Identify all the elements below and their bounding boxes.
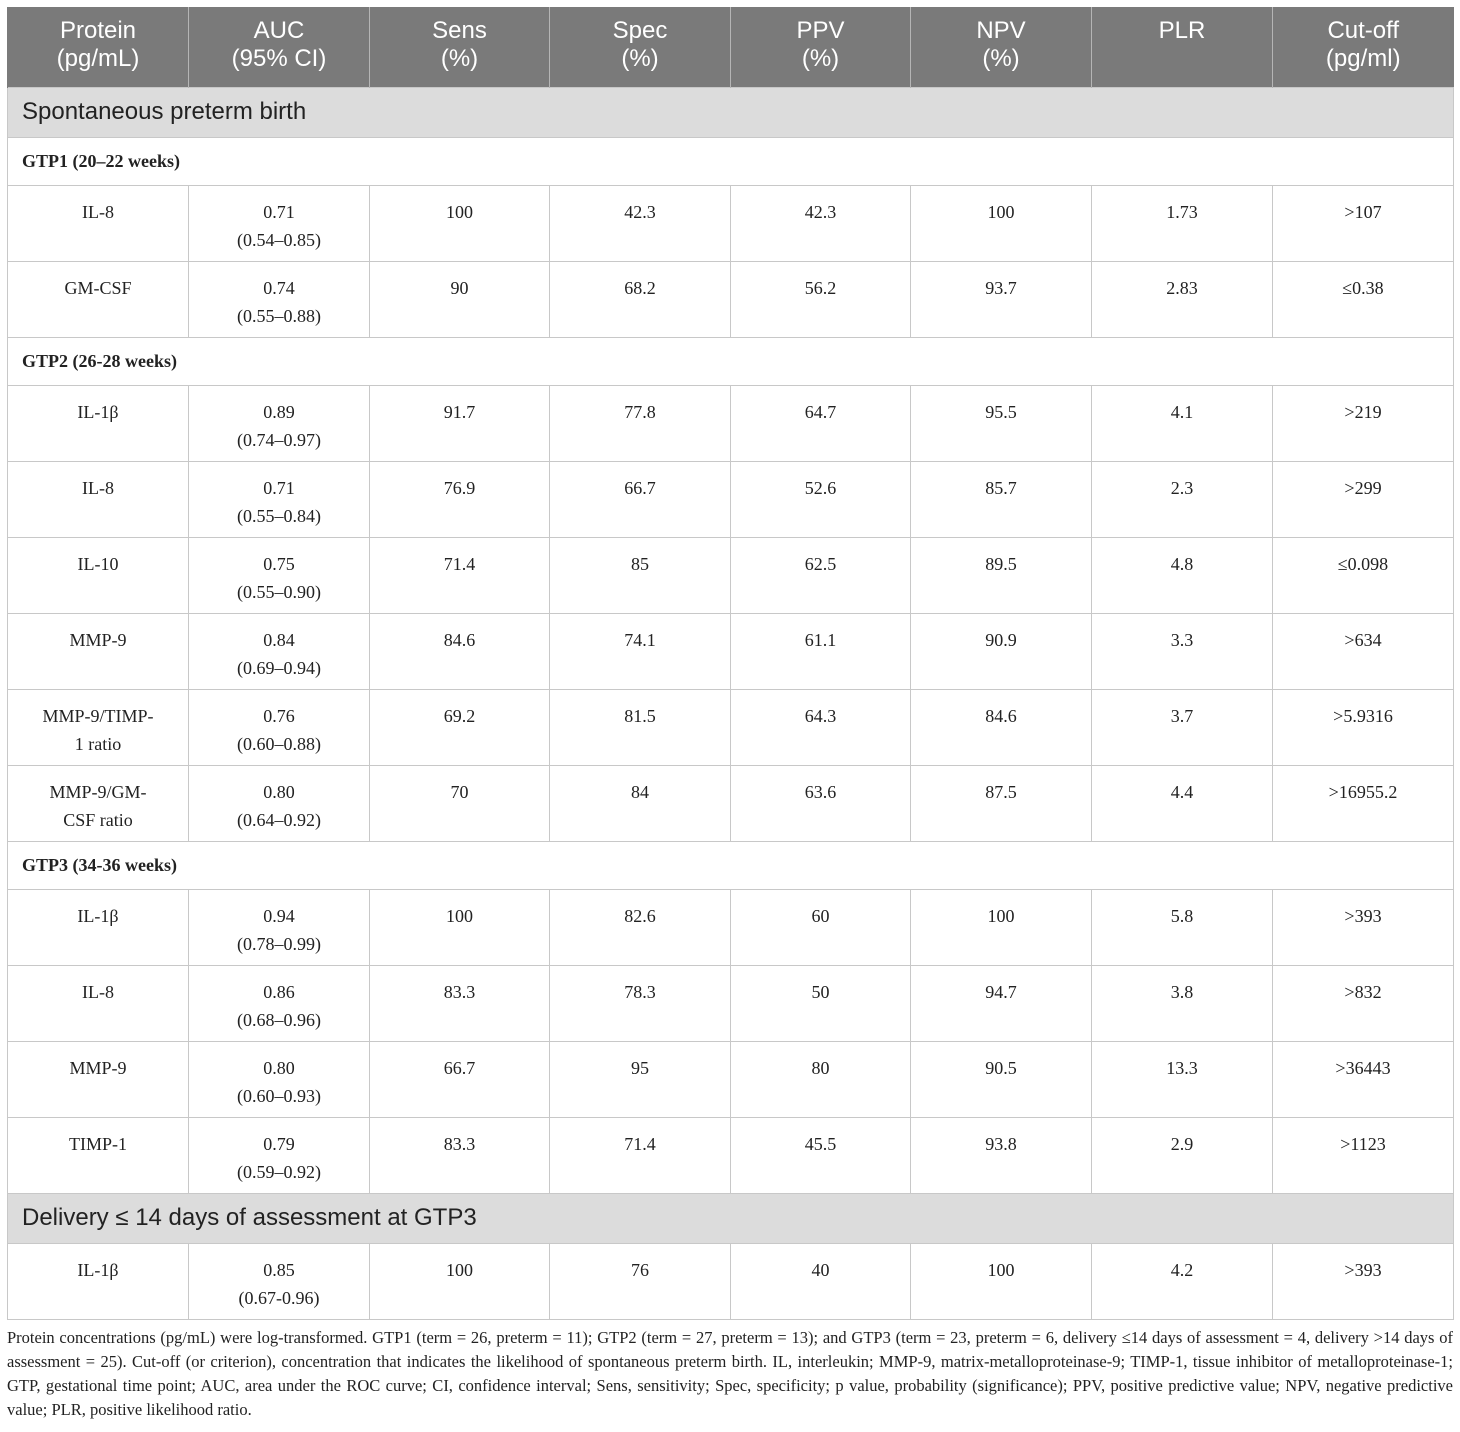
cell-plr: 4.4 bbox=[1092, 765, 1273, 841]
cell-cutoff: >393 bbox=[1273, 889, 1454, 965]
cell-cutoff: ≤0.098 bbox=[1273, 537, 1454, 613]
group-label: GTP1 (20–22 weeks) bbox=[8, 137, 1454, 185]
cell-auc bbox=[189, 689, 370, 765]
section-title: Delivery ≤ 14 days of assessment at GTP3 bbox=[8, 1193, 1454, 1243]
cell-ppv: 80 bbox=[731, 1041, 911, 1117]
cell-auc-line: (0.60–0.93) bbox=[237, 1085, 321, 1106]
cell-protein bbox=[8, 385, 189, 461]
cell-auc-line: 0.75 bbox=[263, 553, 295, 574]
cell-plr: 2.9 bbox=[1092, 1117, 1273, 1193]
cell-spec: 66.7 bbox=[550, 461, 731, 537]
cell-auc-line: (0.55–0.84) bbox=[237, 505, 321, 526]
cell-auc-line: (0.60–0.88) bbox=[237, 733, 321, 754]
cell-cutoff: >107 bbox=[1273, 185, 1454, 261]
table-row bbox=[8, 461, 1454, 537]
cell-spec: 95 bbox=[550, 1041, 731, 1117]
cell-protein bbox=[8, 1041, 189, 1117]
cell-protein-line: IL-1β bbox=[77, 1259, 119, 1280]
section-header-row bbox=[8, 87, 1454, 137]
table-row bbox=[8, 185, 1454, 261]
cell-auc-line: (0.54–0.85) bbox=[237, 229, 321, 250]
cell-auc-line: 0.86 bbox=[263, 981, 295, 1002]
cell-protein-line: MMP-9 bbox=[69, 1057, 127, 1078]
cell-auc-line: 0.84 bbox=[263, 629, 295, 650]
cell-auc-line: 0.80 bbox=[263, 781, 295, 802]
cell-protein bbox=[8, 889, 189, 965]
cell-spec: 76 bbox=[550, 1243, 731, 1319]
cell-ppv: 42.3 bbox=[731, 185, 911, 261]
cell-cutoff: ≤0.38 bbox=[1273, 261, 1454, 337]
cell-protein bbox=[8, 1117, 189, 1193]
cell-sens: 69.2 bbox=[370, 689, 550, 765]
cell-auc-line: (0.69–0.94) bbox=[237, 657, 321, 678]
cell-auc-line: (0.67-0.96) bbox=[238, 1287, 320, 1308]
table-row bbox=[8, 261, 1454, 337]
cell-npv: 84.6 bbox=[911, 689, 1092, 765]
cell-auc-line: (0.78–0.99) bbox=[237, 933, 321, 954]
cell-plr: 2.83 bbox=[1092, 261, 1273, 337]
cell-spec: 85 bbox=[550, 537, 731, 613]
cell-protein-line: MMP-9 bbox=[69, 629, 127, 650]
cell-plr: 3.7 bbox=[1092, 689, 1273, 765]
cell-protein bbox=[8, 537, 189, 613]
cell-auc bbox=[189, 385, 370, 461]
cell-plr: 3.3 bbox=[1092, 613, 1273, 689]
cell-protein-line: MMP-9/GM- bbox=[49, 781, 147, 802]
table-row bbox=[8, 889, 1454, 965]
cell-auc-line: 0.76 bbox=[263, 705, 295, 726]
column-header-plr: PLR bbox=[1092, 7, 1273, 87]
column-header-sens: Sens (%) bbox=[370, 7, 550, 87]
cell-auc bbox=[189, 965, 370, 1041]
cell-protein-line: CSF ratio bbox=[63, 809, 133, 830]
cell-sens: 90 bbox=[370, 261, 550, 337]
cell-protein bbox=[8, 765, 189, 841]
cell-auc-line: (0.64–0.92) bbox=[237, 809, 321, 830]
cell-auc-line: 0.74 bbox=[263, 277, 295, 298]
cell-auc bbox=[189, 889, 370, 965]
cell-auc-line: 0.85 bbox=[263, 1259, 295, 1280]
cell-protein bbox=[8, 689, 189, 765]
cell-npv: 87.5 bbox=[911, 765, 1092, 841]
cell-npv: 90.9 bbox=[911, 613, 1092, 689]
cell-protein-line: IL-8 bbox=[82, 477, 114, 498]
cell-auc bbox=[189, 1117, 370, 1193]
cell-spec: 77.8 bbox=[550, 385, 731, 461]
group-label: GTP2 (26-28 weeks) bbox=[8, 337, 1454, 385]
cell-ppv: 64.7 bbox=[731, 385, 911, 461]
cell-cutoff: >1123 bbox=[1273, 1117, 1454, 1193]
header-row bbox=[8, 7, 1454, 87]
table-row bbox=[8, 385, 1454, 461]
cell-protein bbox=[8, 185, 189, 261]
cell-cutoff: >299 bbox=[1273, 461, 1454, 537]
cell-spec: 74.1 bbox=[550, 613, 731, 689]
table-body bbox=[8, 87, 1454, 1319]
table-row bbox=[8, 689, 1454, 765]
cell-spec: 42.3 bbox=[550, 185, 731, 261]
cell-sens: 70 bbox=[370, 765, 550, 841]
cell-ppv: 64.3 bbox=[731, 689, 911, 765]
group-label: GTP3 (34-36 weeks) bbox=[8, 841, 1454, 889]
cell-protein-line: TIMP-1 bbox=[69, 1133, 127, 1154]
cell-auc-line: 0.80 bbox=[263, 1057, 295, 1078]
cell-protein-line: IL-8 bbox=[82, 981, 114, 1002]
cell-npv: 93.8 bbox=[911, 1117, 1092, 1193]
column-header-cutoff: Cut-off (pg/ml) bbox=[1273, 7, 1454, 87]
cell-protein-line: IL-1β bbox=[77, 401, 119, 422]
cell-npv: 95.5 bbox=[911, 385, 1092, 461]
cell-sens: 71.4 bbox=[370, 537, 550, 613]
cell-auc bbox=[189, 1041, 370, 1117]
cell-auc bbox=[189, 261, 370, 337]
cell-npv: 100 bbox=[911, 185, 1092, 261]
cell-spec: 81.5 bbox=[550, 689, 731, 765]
cell-npv: 93.7 bbox=[911, 261, 1092, 337]
cell-auc-line: (0.55–0.88) bbox=[237, 305, 321, 326]
cell-sens: 100 bbox=[370, 1243, 550, 1319]
cell-auc bbox=[189, 765, 370, 841]
cell-npv: 90.5 bbox=[911, 1041, 1092, 1117]
cell-ppv: 63.6 bbox=[731, 765, 911, 841]
cell-auc-line: 0.71 bbox=[263, 201, 295, 222]
section-header-row bbox=[8, 1193, 1454, 1243]
cell-cutoff: >36443 bbox=[1273, 1041, 1454, 1117]
cell-cutoff: >5.9316 bbox=[1273, 689, 1454, 765]
cell-plr: 4.1 bbox=[1092, 385, 1273, 461]
group-header-row bbox=[8, 841, 1454, 889]
cell-ppv: 56.2 bbox=[731, 261, 911, 337]
column-header-spec: Spec (%) bbox=[550, 7, 731, 87]
column-header-npv: NPV (%) bbox=[911, 7, 1092, 87]
cell-protein-line: IL-1β bbox=[77, 905, 119, 926]
cell-auc-line: (0.59–0.92) bbox=[237, 1161, 321, 1182]
cell-sens: 76.9 bbox=[370, 461, 550, 537]
cell-protein-line: GM-CSF bbox=[64, 277, 132, 298]
cell-protein-line: IL-8 bbox=[82, 201, 114, 222]
cell-auc bbox=[189, 537, 370, 613]
table-row bbox=[8, 537, 1454, 613]
cell-protein bbox=[8, 261, 189, 337]
table-container bbox=[7, 7, 1453, 1320]
cell-auc-line: 0.89 bbox=[263, 401, 295, 422]
cell-npv: 100 bbox=[911, 1243, 1092, 1319]
cell-spec: 84 bbox=[550, 765, 731, 841]
cell-cutoff: >16955.2 bbox=[1273, 765, 1454, 841]
cell-auc-line: 0.79 bbox=[263, 1133, 295, 1154]
table-row bbox=[8, 1041, 1454, 1117]
cell-auc-line: (0.55–0.90) bbox=[237, 581, 321, 602]
cell-plr: 13.3 bbox=[1092, 1041, 1273, 1117]
cell-sens: 100 bbox=[370, 889, 550, 965]
table-row bbox=[8, 613, 1454, 689]
cell-auc bbox=[189, 461, 370, 537]
section-title: Spontaneous preterm birth bbox=[8, 87, 1454, 137]
table-row bbox=[8, 1243, 1454, 1319]
cell-plr: 1.73 bbox=[1092, 185, 1273, 261]
cell-plr: 2.3 bbox=[1092, 461, 1273, 537]
cell-sens: 83.3 bbox=[370, 965, 550, 1041]
cell-spec: 78.3 bbox=[550, 965, 731, 1041]
cell-sens: 100 bbox=[370, 185, 550, 261]
cell-protein bbox=[8, 965, 189, 1041]
cell-protein-line: MMP-9/TIMP- bbox=[42, 705, 154, 726]
cell-plr: 5.8 bbox=[1092, 889, 1273, 965]
cell-spec: 68.2 bbox=[550, 261, 731, 337]
group-header-row bbox=[8, 337, 1454, 385]
cell-protein-line: 1 ratio bbox=[74, 733, 122, 754]
biomarker-table bbox=[7, 7, 1454, 1320]
cell-spec: 71.4 bbox=[550, 1117, 731, 1193]
cell-ppv: 61.1 bbox=[731, 613, 911, 689]
cell-npv: 94.7 bbox=[911, 965, 1092, 1041]
cell-npv: 85.7 bbox=[911, 461, 1092, 537]
cell-npv: 89.5 bbox=[911, 537, 1092, 613]
cell-ppv: 52.6 bbox=[731, 461, 911, 537]
cell-protein bbox=[8, 613, 189, 689]
cell-ppv: 45.5 bbox=[731, 1117, 911, 1193]
table-footnote: Protein concentrations (pg/mL) were log-transformed. GTP1 (term = 26, preterm = 11); GTP2 (term = 27, preterm = 13); and GTP3 (term = 23, preterm = 6, delivery ≤14 days of assessment = 4, delivery >14 days of assessment = 25). Cut-off (or criterion), concentration that indicates the likelihood of spontaneous preterm birth. IL, interleukin; MMP-9, matrix-metalloproteinase-9; TIMP-1, tissue inhibitor of metalloproteinase-1; GTP, gestational time point; AUC, area under the ROC curve; CI, confidence interval; Sens, sensitivity; Spec, specificity; p value, probability (significance); PPV, positive predictive value; NPV, negative predictive value; PLR, positive likelihood ratio. bbox=[7, 1328, 1453, 1419]
cell-ppv: 60 bbox=[731, 889, 911, 965]
column-header-protein: Protein (pg/mL) bbox=[8, 7, 189, 87]
cell-sens: 91.7 bbox=[370, 385, 550, 461]
cell-plr: 3.8 bbox=[1092, 965, 1273, 1041]
cell-cutoff: >393 bbox=[1273, 1243, 1454, 1319]
column-header-ppv: PPV (%) bbox=[731, 7, 911, 87]
cell-sens: 66.7 bbox=[370, 1041, 550, 1117]
cell-protein bbox=[8, 461, 189, 537]
column-header-auc: AUC (95% CI) bbox=[189, 7, 370, 87]
cell-auc-line: (0.74–0.97) bbox=[237, 429, 321, 450]
cell-ppv: 40 bbox=[731, 1243, 911, 1319]
cell-auc-line: 0.94 bbox=[263, 905, 295, 926]
cell-auc-line: 0.71 bbox=[263, 477, 295, 498]
cell-plr: 4.8 bbox=[1092, 537, 1273, 613]
cell-auc-line: (0.68–0.96) bbox=[237, 1009, 321, 1030]
table-row bbox=[8, 765, 1454, 841]
cell-plr: 4.2 bbox=[1092, 1243, 1273, 1319]
group-header-row bbox=[8, 137, 1454, 185]
cell-cutoff: >832 bbox=[1273, 965, 1454, 1041]
cell-spec: 82.6 bbox=[550, 889, 731, 965]
table-row bbox=[8, 965, 1454, 1041]
cell-cutoff: >634 bbox=[1273, 613, 1454, 689]
cell-ppv: 50 bbox=[731, 965, 911, 1041]
cell-protein-line: IL-10 bbox=[77, 553, 119, 574]
cell-npv: 100 bbox=[911, 889, 1092, 965]
cell-auc bbox=[189, 185, 370, 261]
cell-sens: 84.6 bbox=[370, 613, 550, 689]
cell-ppv: 62.5 bbox=[731, 537, 911, 613]
cell-auc bbox=[189, 613, 370, 689]
cell-sens: 83.3 bbox=[370, 1117, 550, 1193]
cell-protein bbox=[8, 1243, 189, 1319]
cell-cutoff: >219 bbox=[1273, 385, 1454, 461]
table-row bbox=[8, 1117, 1454, 1193]
cell-auc bbox=[189, 1243, 370, 1319]
